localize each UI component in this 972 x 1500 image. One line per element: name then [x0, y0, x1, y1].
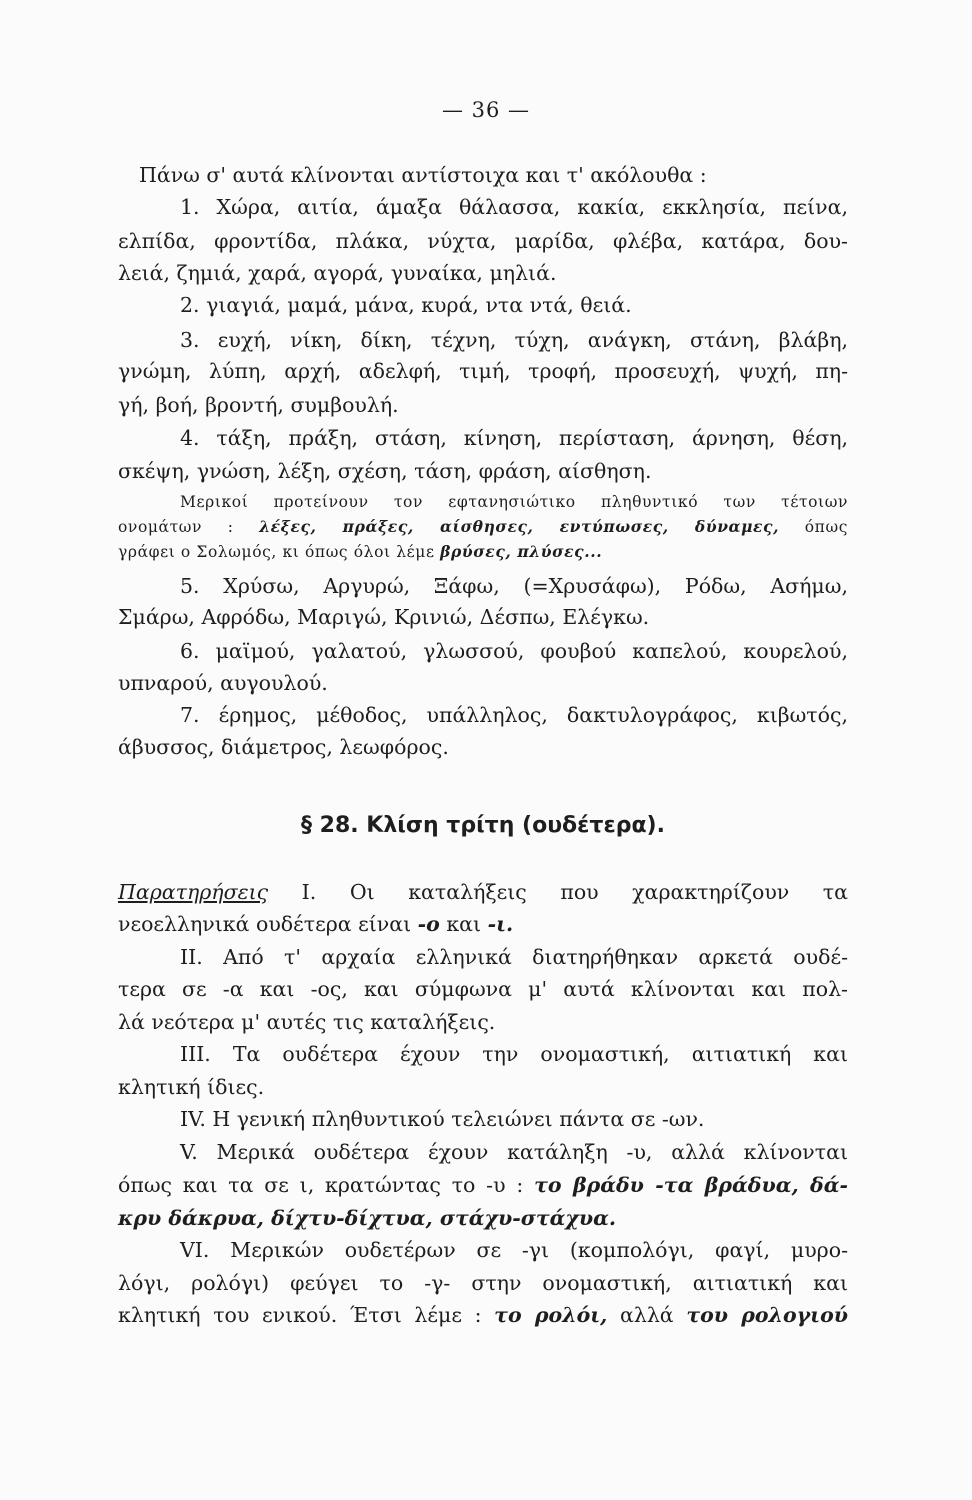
- page-number: — 36 —: [441, 98, 531, 122]
- text-line: ΙΙΙ. Τα ουδέτερα έχουν την ονομαστική, αιτιατική και: [180, 1042, 848, 1066]
- text-line: γνώμη, λύπη, αρχή, αδελφή, τιμή, τροφή, προσευχή, ψυχή, πη-: [118, 359, 848, 383]
- text-line: Παρατηρήσεις Ι. Οι καταλήξεις που χαρακτηρίζουν τα: [118, 880, 848, 904]
- text-line: κρυ δάκρυα, δίχτυ-δίχτυα, στάχυ-στάχυα.: [118, 1206, 617, 1230]
- text-line: άβυσσος, διάμετρος, λεωφόρος.: [118, 735, 449, 759]
- text-line: ελπίδα, φροντίδα, πλάκα, νύχτα, μαρίδα, φλέβα, κατάρα, δου-: [118, 229, 848, 253]
- text-line: υπναρού, αυγουλού.: [118, 671, 328, 695]
- text-line: 6. μαϊμού, γαλατού, γλωσσού, φουβού καπελού, κουρελού,: [180, 639, 848, 663]
- text-line: νεοελληνικά ουδέτερα είναι -ο και -ι.: [118, 912, 514, 936]
- text-line: 3. ευχή, νίκη, δίκη, τέχνη, τύχη, ανάγκη, στάνη, βλάβη,: [180, 328, 848, 352]
- note-line: γράφει ο Σολωμός, κι όπως όλοι λέμε βρύσες, πλύσες...: [118, 542, 603, 561]
- text-line: γή, βοή, βροντή, συμβουλή.: [118, 393, 399, 417]
- text-line: λόγι, ρολόγι) φεύγει το -γ- στην ονομαστική, αιτιατική και: [118, 1271, 848, 1295]
- text-line: IV. Η γενική πληθυντικού τελειώνει πάντα σε -ων.: [180, 1107, 705, 1131]
- text-line: όπως και τα σε ι, κρατώντας το -υ : το βράδυ -τα βράδυα, δά-: [118, 1173, 848, 1197]
- text-line: V. Μερικά ουδέτερα έχουν κατάληξη -υ, αλλά κλίνονται: [180, 1140, 848, 1164]
- text-line: VI. Μερικών ουδετέρων σε -γι (κομπολόγι, φαγί, μυρο-: [180, 1238, 848, 1262]
- text-line: 7. έρημος, μέθοδος, υπάλληλος, δακτυλογράφος, κιβωτός,: [180, 703, 848, 727]
- text-line: σκέψη, γνώση, λέξη, σχέση, τάση, φράση, αίσθηση.: [118, 459, 652, 483]
- text-line: 5. Χρύσω, Αργυρώ, Ξάφω, (=Χρυσάφω), Ρόδω, Ασήμω,: [180, 574, 848, 598]
- text-line: Πάνω σ' αυτά κλίνονται αντίστοιχα και τ' ακόλουθα :: [139, 163, 707, 187]
- text-line: λά νεότερα μ' αυτές τις καταλήξεις.: [118, 1010, 496, 1034]
- text-line: ΙΙ. Από τ' αρχαία ελληνικά διατηρήθηκαν αρκετά ουδέ-: [180, 945, 848, 969]
- text-line: λειά, ζημιά, χαρά, αγορά, γυναίκα, μηλιά.: [118, 261, 557, 285]
- text-line: κλητική του ενικού. Έτσι λέμε : το ρολόι, αλλά του ρολογιού: [118, 1303, 848, 1327]
- text-line: 1. Χώρα, αιτία, άμαξα θάλασσα, κακία, εκκλησία, πείνα,: [180, 195, 848, 219]
- text-line: Σμάρω, Αφρόδω, Μαριγώ, Κρινιώ, Δέσπω, Ελέγκω.: [118, 605, 650, 629]
- text-line: κλητική ίδιες.: [118, 1075, 265, 1099]
- observations-label: Παρατηρήσεις: [118, 880, 269, 904]
- text-line: 4. τάξη, πράξη, στάση, κίνηση, περίσταση, άρνηση, θέση,: [180, 426, 848, 450]
- note-line: ονομάτων : λέξες, πράξες, αίσθησες, εντύπωσες, δύναμες, όπως: [118, 517, 848, 536]
- text-line: τερα σε -α και -ος, και σύμφωνα μ' αυτά κλίνονται και πολ-: [118, 977, 848, 1001]
- text-line: 2. γιαγιά, μαμά, μάνα, κυρά, ντα ντά, θειά.: [180, 293, 632, 317]
- note-line: Μερικοί προτείνουν τον εφτανησιώτικο πληθυντικό των τέτοιων: [180, 493, 848, 511]
- section-heading: § 28. Κλίση τρίτη (ουδέτερα).: [301, 813, 665, 838]
